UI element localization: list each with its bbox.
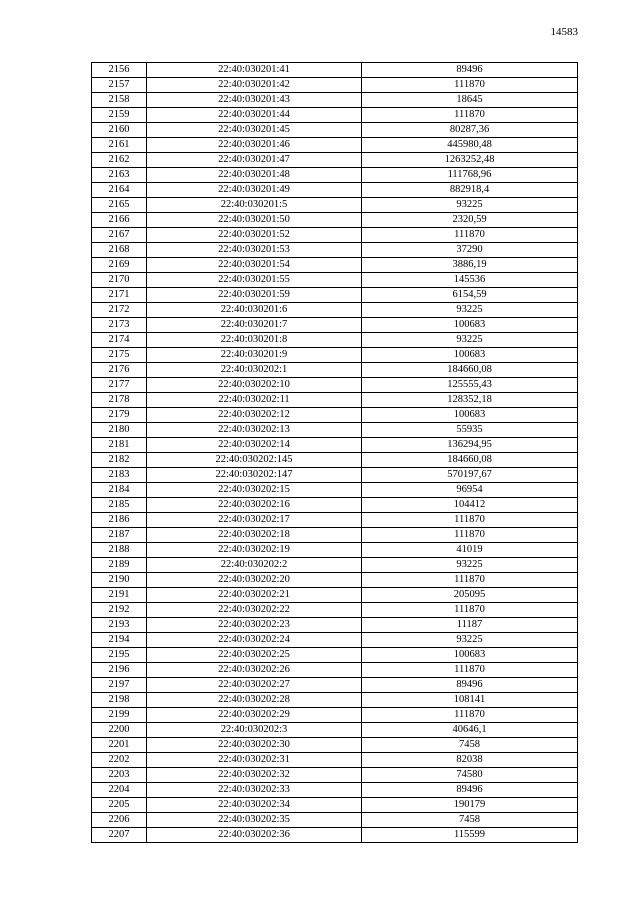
table-row [92, 708, 578, 723]
cadastral-value-cell: 6154,59 [362, 288, 578, 303]
cadastral-number-cell: 22:40:030202:28 [147, 693, 362, 708]
row-number-cell: 2160 [92, 123, 147, 138]
table-row [92, 393, 578, 408]
row-number-cell: 2180 [92, 423, 147, 438]
table-row [92, 348, 578, 363]
row-number-cell: 2163 [92, 168, 147, 183]
cadastral-value-cell: 111870 [362, 528, 578, 543]
row-number-cell: 2182 [92, 453, 147, 468]
cadastral-value-cell: 184660,08 [362, 453, 578, 468]
cadastral-number-cell: 22:40:030201:59 [147, 288, 362, 303]
cadastral-value-cell: 111870 [362, 573, 578, 588]
cadastral-number-cell: 22:40:030201:42 [147, 78, 362, 93]
table-row [92, 303, 578, 318]
table-row [92, 723, 578, 738]
table-row [92, 573, 578, 588]
table-body [92, 63, 578, 843]
row-number-cell: 2170 [92, 273, 147, 288]
cadastral-value-cell: 882918,4 [362, 183, 578, 198]
cadastral-value-cell: 89496 [362, 678, 578, 693]
cadastral-value-cell: 125555,43 [362, 378, 578, 393]
cadastral-number-cell: 22:40:030202:145 [147, 453, 362, 468]
cadastral-number-cell: 22:40:030202:26 [147, 663, 362, 678]
cadastral-value-cell: 111870 [362, 603, 578, 618]
table-row [92, 483, 578, 498]
row-number-cell: 2173 [92, 318, 147, 333]
row-number-cell: 2195 [92, 648, 147, 663]
row-number-cell: 2172 [92, 303, 147, 318]
cadastral-value-cell: 100683 [362, 408, 578, 423]
cadastral-value-cell: 100683 [362, 348, 578, 363]
cadastral-number-cell: 22:40:030202:24 [147, 633, 362, 648]
table-row [92, 678, 578, 693]
cadastral-value-cell: 128352,18 [362, 393, 578, 408]
cadastral-number-cell: 22:40:030202:20 [147, 573, 362, 588]
cadastral-number-cell: 22:40:030202:34 [147, 798, 362, 813]
cadastral-value-cell: 136294,95 [362, 438, 578, 453]
cadastral-value-cell: 111870 [362, 708, 578, 723]
cadastral-number-cell: 22:40:030202:29 [147, 708, 362, 723]
cadastral-number-cell: 22:40:030201:53 [147, 243, 362, 258]
page-number: 14583 [550, 26, 578, 38]
cadastral-value-cell: 205095 [362, 588, 578, 603]
cadastral-number-cell: 22:40:030202:10 [147, 378, 362, 393]
row-number-cell: 2171 [92, 288, 147, 303]
table-row [92, 768, 578, 783]
cadastral-value-cell: 111870 [362, 108, 578, 123]
row-number-cell: 2206 [92, 813, 147, 828]
table-row [92, 63, 578, 78]
table-row [92, 93, 578, 108]
table-row [92, 168, 578, 183]
table-row [92, 378, 578, 393]
table-row [92, 153, 578, 168]
row-number-cell: 2189 [92, 558, 147, 573]
cadastral-value-cell: 190179 [362, 798, 578, 813]
table-row [92, 663, 578, 678]
cadastral-value-cell: 41019 [362, 543, 578, 558]
cadastral-number-cell: 22:40:030202:2 [147, 558, 362, 573]
row-number-cell: 2196 [92, 663, 147, 678]
table-row [92, 468, 578, 483]
cadastral-number-cell: 22:40:030201:48 [147, 168, 362, 183]
table-row [92, 603, 578, 618]
table-row [92, 648, 578, 663]
table-row [92, 228, 578, 243]
cadastral-number-cell: 22:40:030201:47 [147, 153, 362, 168]
cadastral-number-cell: 22:40:030201:52 [147, 228, 362, 243]
cadastral-number-cell: 22:40:030201:54 [147, 258, 362, 273]
cadastral-value-cell: 93225 [362, 633, 578, 648]
row-number-cell: 2205 [92, 798, 147, 813]
cadastral-value-cell: 570197,67 [362, 468, 578, 483]
cadastral-number-cell: 22:40:030202:147 [147, 468, 362, 483]
cadastral-value-cell: 100683 [362, 318, 578, 333]
cadastral-value-table [91, 62, 578, 843]
table-row [92, 828, 578, 843]
table-row [92, 618, 578, 633]
table-row [92, 753, 578, 768]
row-number-cell: 2176 [92, 363, 147, 378]
table-row [92, 123, 578, 138]
cadastral-number-cell: 22:40:030201:41 [147, 63, 362, 78]
cadastral-number-cell: 22:40:030202:27 [147, 678, 362, 693]
row-number-cell: 2203 [92, 768, 147, 783]
row-number-cell: 2192 [92, 603, 147, 618]
row-number-cell: 2187 [92, 528, 147, 543]
cadastral-number-cell: 22:40:030202:12 [147, 408, 362, 423]
row-number-cell: 2184 [92, 483, 147, 498]
row-number-cell: 2198 [92, 693, 147, 708]
row-number-cell: 2177 [92, 378, 147, 393]
table-row [92, 333, 578, 348]
cadastral-number-cell: 22:40:030202:16 [147, 498, 362, 513]
cadastral-value-cell: 111768,96 [362, 168, 578, 183]
cadastral-number-cell: 22:40:030201:8 [147, 333, 362, 348]
table-row [92, 78, 578, 93]
row-number-cell: 2202 [92, 753, 147, 768]
cadastral-value-cell: 80287,36 [362, 123, 578, 138]
table-row [92, 183, 578, 198]
row-number-cell: 2190 [92, 573, 147, 588]
cadastral-value-cell: 3886,19 [362, 258, 578, 273]
row-number-cell: 2193 [92, 618, 147, 633]
cadastral-number-cell: 22:40:030202:11 [147, 393, 362, 408]
cadastral-value-cell: 145536 [362, 273, 578, 288]
cadastral-number-cell: 22:40:030202:21 [147, 588, 362, 603]
table-row [92, 798, 578, 813]
cadastral-number-cell: 22:40:030201:43 [147, 93, 362, 108]
row-number-cell: 2174 [92, 333, 147, 348]
cadastral-value-cell: 445980,48 [362, 138, 578, 153]
cadastral-number-cell: 22:40:030202:13 [147, 423, 362, 438]
cadastral-value-cell: 89496 [362, 783, 578, 798]
row-number-cell: 2161 [92, 138, 147, 153]
cadastral-value-cell: 37290 [362, 243, 578, 258]
row-number-cell: 2157 [92, 78, 147, 93]
row-number-cell: 2166 [92, 213, 147, 228]
cadastral-value-cell: 74580 [362, 768, 578, 783]
table-row [92, 108, 578, 123]
cadastral-value-cell: 104412 [362, 498, 578, 513]
table-row [92, 528, 578, 543]
table-row [92, 693, 578, 708]
table-row [92, 738, 578, 753]
cadastral-value-cell: 82038 [362, 753, 578, 768]
cadastral-number-cell: 22:40:030202:3 [147, 723, 362, 738]
table-row [92, 258, 578, 273]
row-number-cell: 2179 [92, 408, 147, 423]
cadastral-value-cell: 93225 [362, 303, 578, 318]
cadastral-value-cell: 18645 [362, 93, 578, 108]
table-row [92, 453, 578, 468]
table-row [92, 213, 578, 228]
row-number-cell: 2158 [92, 93, 147, 108]
cadastral-value-cell: 93225 [362, 558, 578, 573]
cadastral-number-cell: 22:40:030202:25 [147, 648, 362, 663]
cadastral-value-cell: 1263252,48 [362, 153, 578, 168]
cadastral-value-cell: 2320,59 [362, 213, 578, 228]
table-row [92, 243, 578, 258]
row-number-cell: 2197 [92, 678, 147, 693]
table-row [92, 543, 578, 558]
row-number-cell: 2156 [92, 63, 147, 78]
table-row [92, 783, 578, 798]
cadastral-number-cell: 22:40:030202:31 [147, 753, 362, 768]
row-number-cell: 2165 [92, 198, 147, 213]
row-number-cell: 2191 [92, 588, 147, 603]
table-row [92, 513, 578, 528]
row-number-cell: 2200 [92, 723, 147, 738]
cadastral-value-cell: 108141 [362, 693, 578, 708]
table-row [92, 588, 578, 603]
table-row [92, 633, 578, 648]
table-row [92, 273, 578, 288]
cadastral-number-cell: 22:40:030202:14 [147, 438, 362, 453]
table-row [92, 318, 578, 333]
row-number-cell: 2178 [92, 393, 147, 408]
cadastral-value-cell: 184660,08 [362, 363, 578, 378]
row-number-cell: 2181 [92, 438, 147, 453]
cadastral-value-cell: 7458 [362, 813, 578, 828]
cadastral-number-cell: 22:40:030202:30 [147, 738, 362, 753]
table-row [92, 363, 578, 378]
cadastral-number-cell: 22:40:030201:9 [147, 348, 362, 363]
cadastral-number-cell: 22:40:030201:44 [147, 108, 362, 123]
table-row [92, 138, 578, 153]
cadastral-value-cell: 7458 [362, 738, 578, 753]
cadastral-value-cell: 96954 [362, 483, 578, 498]
cadastral-number-cell: 22:40:030202:22 [147, 603, 362, 618]
table-row [92, 558, 578, 573]
row-number-cell: 2185 [92, 498, 147, 513]
row-number-cell: 2159 [92, 108, 147, 123]
cadastral-value-cell: 115599 [362, 828, 578, 843]
table-row [92, 288, 578, 303]
cadastral-number-cell: 22:40:030202:33 [147, 783, 362, 798]
cadastral-value-cell: 93225 [362, 198, 578, 213]
cadastral-number-cell: 22:40:030202:35 [147, 813, 362, 828]
cadastral-number-cell: 22:40:030202:36 [147, 828, 362, 843]
row-number-cell: 2175 [92, 348, 147, 363]
row-number-cell: 2199 [92, 708, 147, 723]
cadastral-number-cell: 22:40:030201:46 [147, 138, 362, 153]
row-number-cell: 2168 [92, 243, 147, 258]
cadastral-number-cell: 22:40:030201:6 [147, 303, 362, 318]
cadastral-number-cell: 22:40:030202:32 [147, 768, 362, 783]
cadastral-value-cell: 111870 [362, 228, 578, 243]
cadastral-number-cell: 22:40:030202:23 [147, 618, 362, 633]
cadastral-value-cell: 11187 [362, 618, 578, 633]
table-row [92, 423, 578, 438]
row-number-cell: 2207 [92, 828, 147, 843]
table-row [92, 198, 578, 213]
cadastral-value-cell: 100683 [362, 648, 578, 663]
cadastral-value-cell: 93225 [362, 333, 578, 348]
cadastral-number-cell: 22:40:030201:50 [147, 213, 362, 228]
cadastral-number-cell: 22:40:030202:19 [147, 543, 362, 558]
table-row [92, 408, 578, 423]
cadastral-number-cell: 22:40:030202:17 [147, 513, 362, 528]
row-number-cell: 2188 [92, 543, 147, 558]
table-row [92, 438, 578, 453]
cadastral-number-cell: 22:40:030201:45 [147, 123, 362, 138]
row-number-cell: 2186 [92, 513, 147, 528]
cadastral-number-cell: 22:40:030202:18 [147, 528, 362, 543]
cadastral-number-cell: 22:40:030202:1 [147, 363, 362, 378]
cadastral-number-cell: 22:40:030201:55 [147, 273, 362, 288]
cadastral-number-cell: 22:40:030201:7 [147, 318, 362, 333]
row-number-cell: 2164 [92, 183, 147, 198]
cadastral-value-cell: 111870 [362, 78, 578, 93]
row-number-cell: 2201 [92, 738, 147, 753]
row-number-cell: 2204 [92, 783, 147, 798]
cadastral-value-cell: 55935 [362, 423, 578, 438]
cadastral-value-cell: 89496 [362, 63, 578, 78]
cadastral-value-cell: 111870 [362, 513, 578, 528]
row-number-cell: 2194 [92, 633, 147, 648]
cadastral-number-cell: 22:40:030202:15 [147, 483, 362, 498]
row-number-cell: 2169 [92, 258, 147, 273]
cadastral-number-cell: 22:40:030201:5 [147, 198, 362, 213]
cadastral-value-cell: 111870 [362, 663, 578, 678]
table-row [92, 813, 578, 828]
cadastral-number-cell: 22:40:030201:49 [147, 183, 362, 198]
table-row [92, 498, 578, 513]
row-number-cell: 2162 [92, 153, 147, 168]
row-number-cell: 2167 [92, 228, 147, 243]
row-number-cell: 2183 [92, 468, 147, 483]
cadastral-value-cell: 40646,1 [362, 723, 578, 738]
